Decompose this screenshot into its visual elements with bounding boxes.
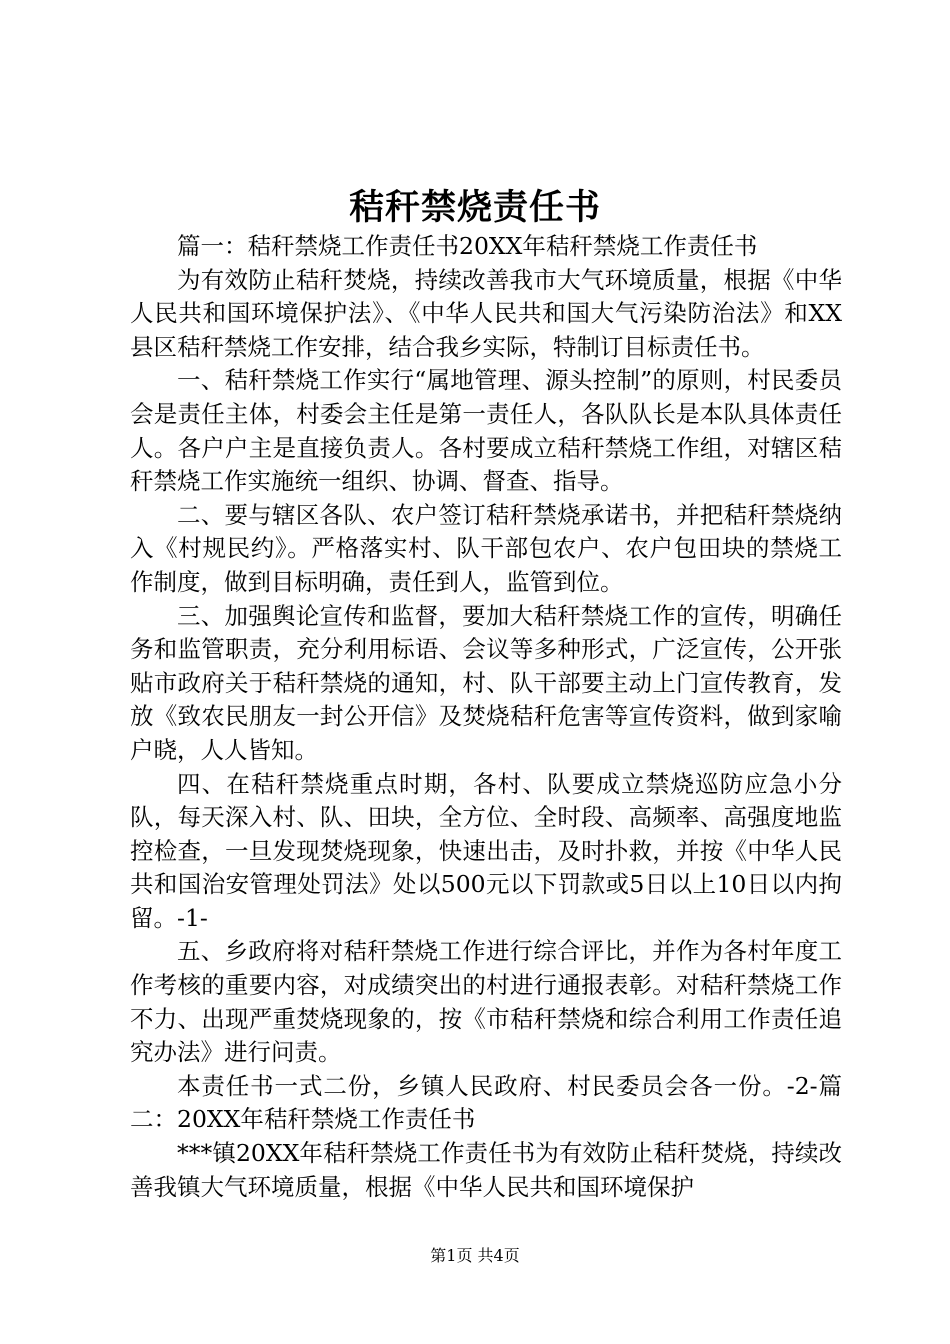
document-body (130, 230, 842, 1204)
paragraph: 三、加强舆论宣传和监督，要加大秸秆禁烧工作的宣传，明确任务和监管职责，充分利用标语、会议等多种形式，广泛宣传，公开张贴市政府关于秸秆禁烧的通知，村、队干部要主动上门宣传教育，发放《致农民朋友一封公开信》及焚烧秸秆危害等宣传资料，做到家喻户晓，人人皆知。 (130, 601, 842, 764)
paragraph: 一、秸秆禁烧工作实行“属地管理、源头控制”的原则，村民委员会是责任主体，村委会主任是第一责任人，各队队长是本队具体责任人。各户户主是直接负责人。各村要成立秸秆禁烧工作组，对辖区秸秆禁烧工作实施统一组织、协调、督查、指导。 (130, 366, 842, 496)
paragraph: 二、要与辖区各队、农户签订秸秆禁烧承诺书，并把秸秆禁烧纳入《村规民约》。严格落实村、队干部包农户、农户包田块的禁烧工作制度，做到目标明确，责任到人，监管到位。 (130, 500, 842, 596)
paragraph: 本责任书一式二份，乡镇人民政府、村民委员会各一份。-2-篇二：20XX年秸秆禁烧工作责任书 (130, 1071, 842, 1134)
paragraph: 四、在秸秆禁烧重点时期，各村、队要成立禁烧巡防应急小分队，每天深入村、队、田块，全方位、全时段、高频率、高强度地监控检查，一旦发现焚烧现象，快速出击，及时扑救，并按《中华人民共和国治安管理处罚法》处以500元以下罚款或5日以上10日以内拘留。-1- (130, 769, 842, 932)
paragraph: 五、乡政府将对秸秆禁烧工作进行综合评比，并作为各村年度工作考核的重要内容，对成绩突出的村进行通报表彰。对秸秆禁烧工作不力、出现严重焚烧现象的，按《市秸秆禁烧和综合利用工作责任追究办法》进行问责。 (130, 937, 842, 1067)
paragraph: 篇一：秸秆禁烧工作责任书20XX年秸秆禁烧工作责任书 (177, 232, 758, 260)
page-footer: 第1页 共4页 (430, 1246, 520, 1265)
paragraph: 为有效防止秸秆焚烧，持续改善我市大气环境质量，根据《中华人民共和国环境保护法》、《中华人民共和国大气污染防治法》和XX县区秸秆禁烧工作安排，结合我乡实际，特制订目标责任书。 (130, 265, 842, 361)
document-title: 秸秆禁烧责任书 (348, 187, 601, 228)
paragraph: ***镇20XX年秸秆禁烧工作责任书为有效防止秸秆焚烧，持续改善我镇大气环境质量，根据《中华人民共和国环境保护 (130, 1139, 842, 1201)
